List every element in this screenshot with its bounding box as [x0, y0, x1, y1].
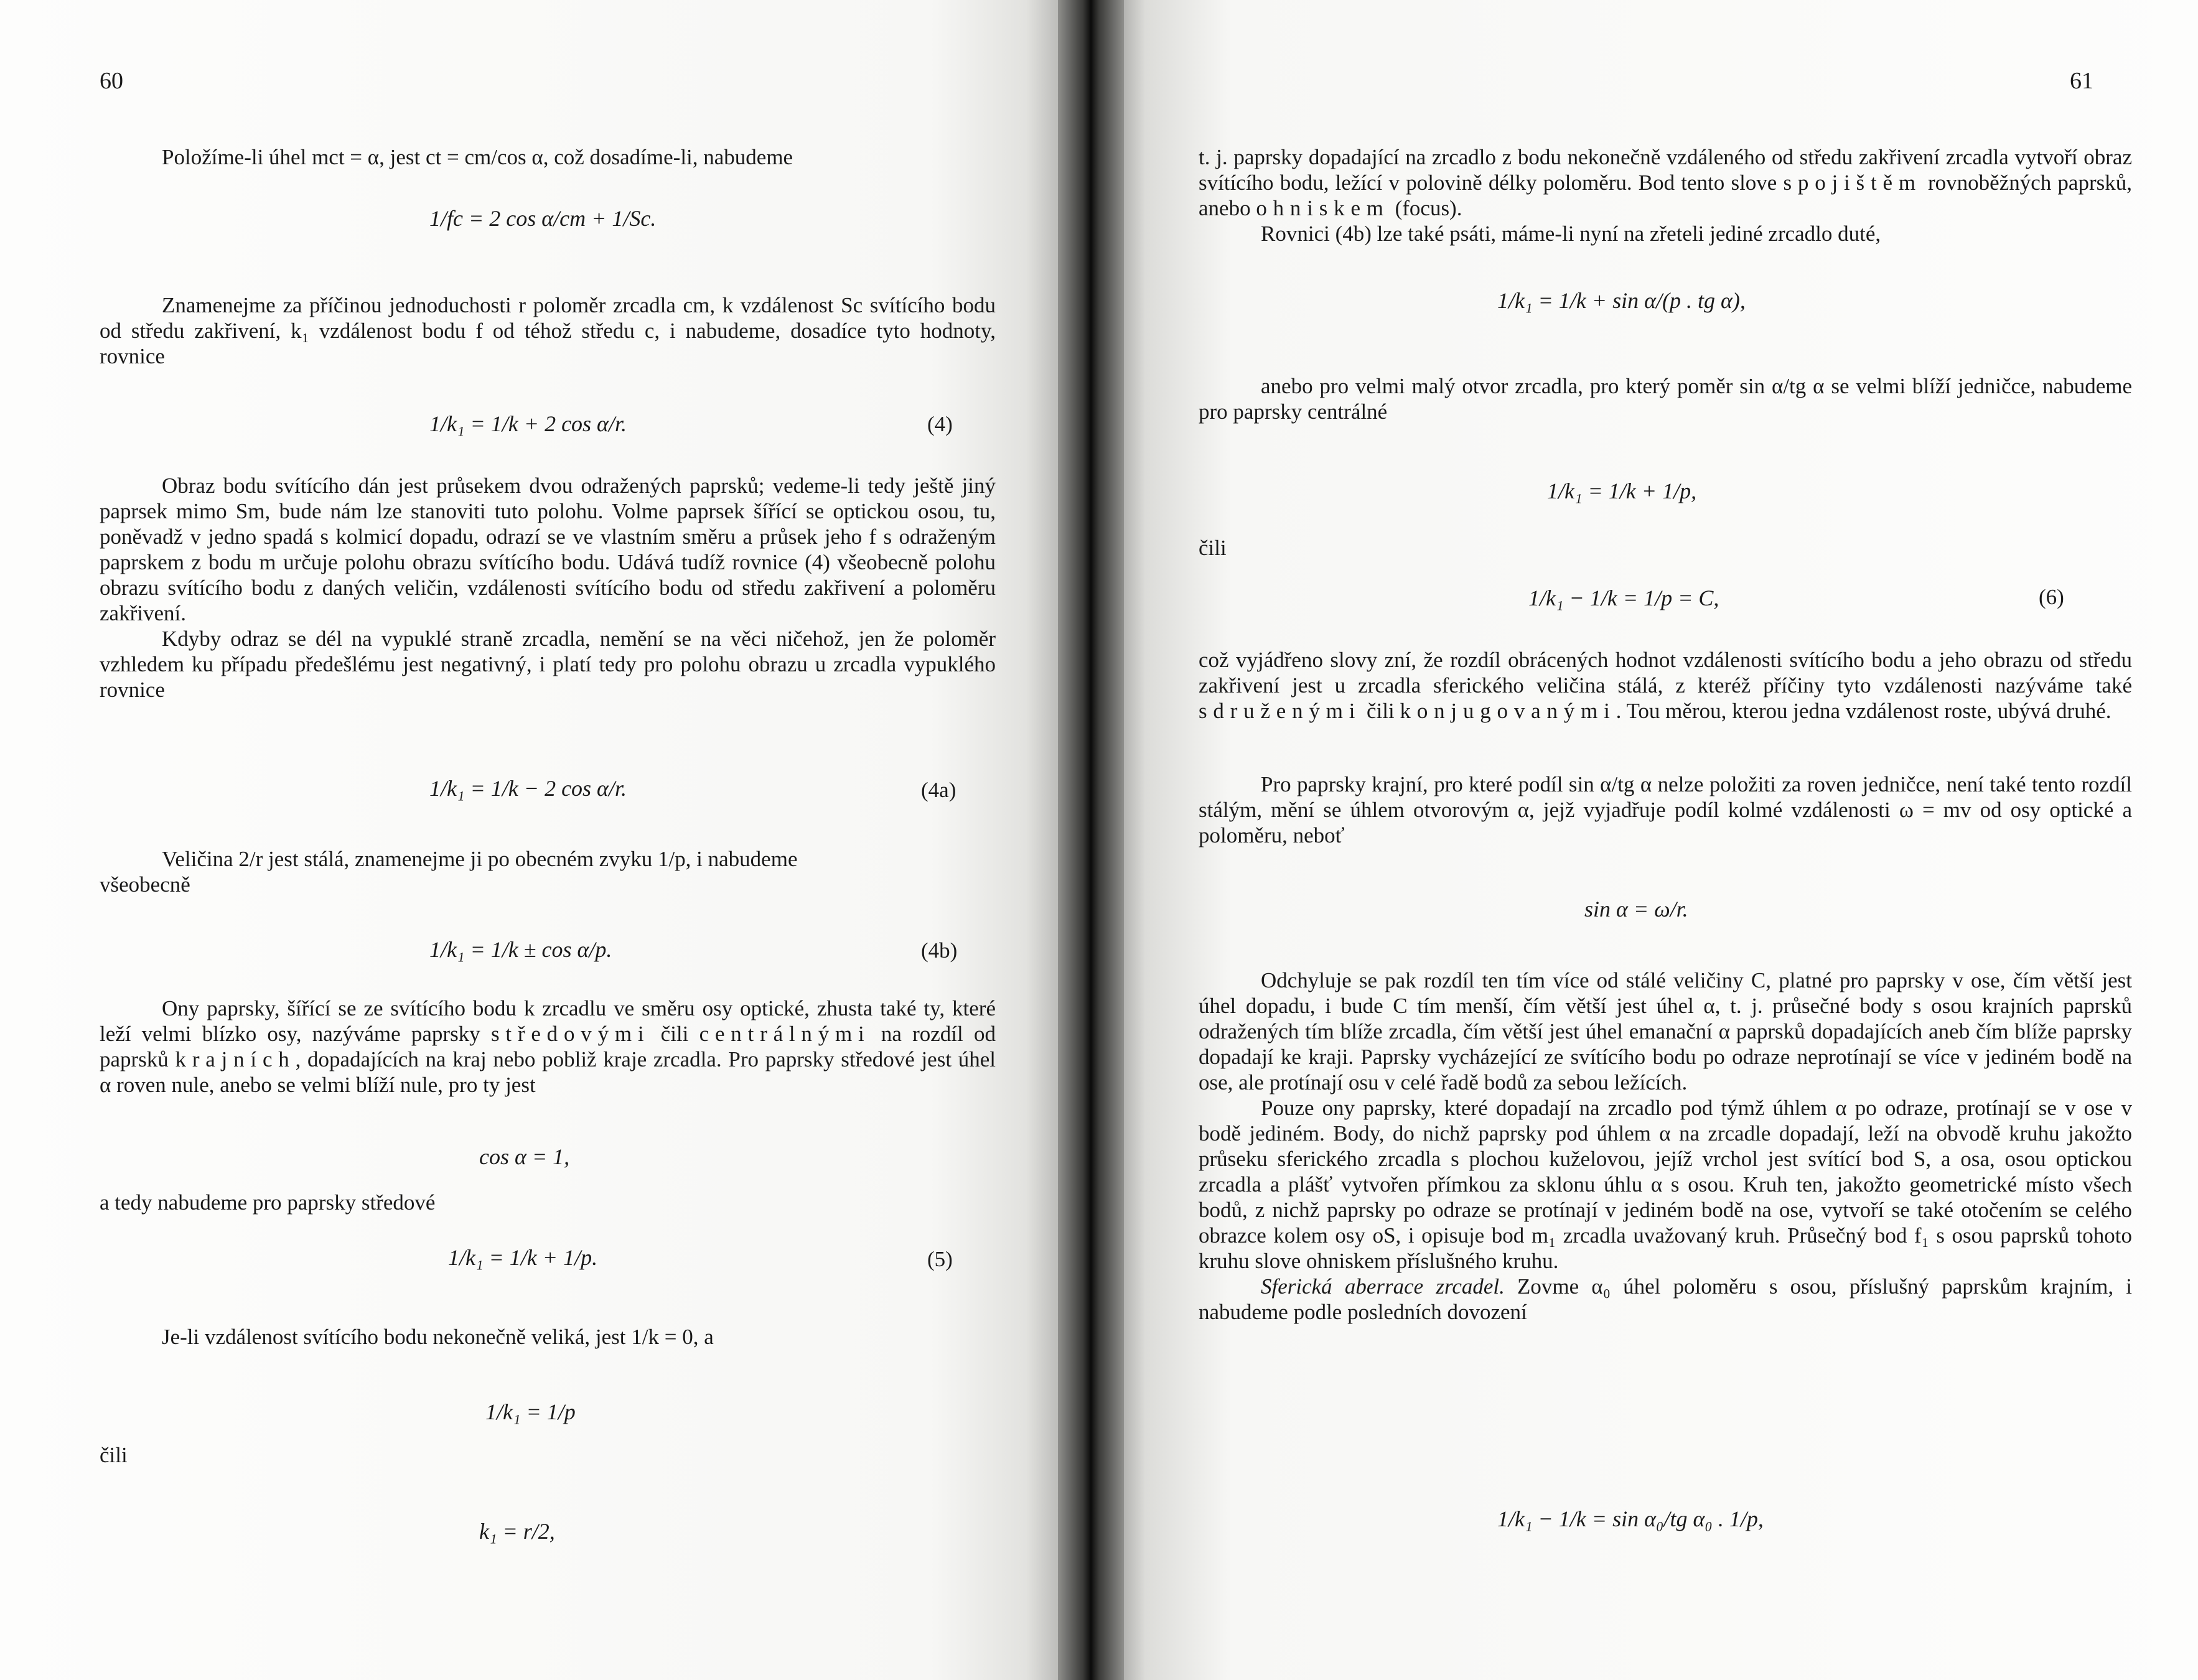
page-number-right: 61 [2070, 68, 2093, 94]
paragraph: Je-li vzdálenost svítícího bodu nekonečně veliká, jest 1/k = 0, a [162, 1325, 714, 1349]
paragraph: Veličina 2/r jest stálá, znamenejme ji po obecném zvyku 1/p, i nabudeme všeobecně [100, 847, 798, 897]
paragraph: a tedy nabudeme pro paprsky středové [100, 1190, 436, 1215]
paragraph: Ony paprsky, šířící se ze svítícího bodu k zrcadlu ve směru osy optické, zhusta také ty, které leží velmi blízko osy, nazýváme paprsky středovými čili centrálnými na rozdíl od paprsků krajních, dopadajících na kraj nebo pobliž kraje zrcadla. Pro paprsky středové jest úhel α roven nule, anebo se velmi blíží nule, pro ty jest [100, 996, 996, 1097]
equation: k₁ = r/2, [479, 1519, 555, 1544]
equation: 1/k₁ = 1/k − 2 cos α/r. [429, 776, 627, 801]
equation: 1/k₁ = 1/k + sin α/(p . tg α), [1497, 288, 1746, 313]
paragraph: Obraz bodu svítícího dán jest průsekem dvou odražených paprsků; vedeme-li tedy ještě jiný paprsek mimo Sm, bude nám lze stanoviti tuto polohu. Volme paprsek šířící se optickou osou, tu, poněvadž v jedno spadá s kolmicí dopadu, odrazí se ve vlastním směru a průsek jeho f s odraženým paprskem z bodu m určuje polohu obrazu svítícího bodu. Udává tudíž rovnice (4) všeobecně polohu obrazu svítícího bodu z daných veličin, vzdálenosti svítícího bodu od středu zakřivení a poloměru zakřivení. Kdyby odraz se dél na vypuklé straně zrcadla, nemění se na věci ničehož, jen že poloměr vzhledem ku případu předešlému jest negativný, i platí tedy pro polohu obrazu u zrcadla vypuklého rovnice [100, 474, 996, 702]
equation-number: (4b) [921, 938, 958, 963]
equation-number: (4) [927, 412, 953, 436]
equation: sin α = ω/r. [1584, 897, 1688, 922]
equation: 1/k₁ = 1/p [485, 1399, 576, 1424]
paragraph: Položíme-li úhel mct = α, jest ct = cm/cos α, což dosadíme-li, nabudeme [162, 145, 793, 169]
equation: 1/k₁ = 1/k ± cos α/p. [429, 937, 612, 962]
equation: cos α = 1, [479, 1144, 570, 1169]
equation-number: (5) [927, 1247, 953, 1271]
equation-number: (6) [2039, 585, 2064, 609]
equation: 1/k₁ = 1/k + 1/p. [448, 1245, 598, 1270]
paragraph: Odchyluje se pak rozdíl ten tím více od stálé veličiny C, platné pro paprsky v ose, čím větší jest úhel dopadu, i bude C tím menší, čím větší jest úhel α, t. j. průsečné body s osou krajních paprsků odražených tím blíže zrcadla, čím větší jest úhel emanační α paprsků dopadajících aneb čím blíže paprsky dopadají ke kraji. Paprsky vycházející ze svítícího bodu po odraze neprotínají se více v jediném bodě na ose, ale protínají osu v celé řadě bodů za sebou ležících. Pouze ony paprsky, které dopadají na zrcadlo pod týmž úhlem α po odraze, protínají se v ose v bodě jediném. Body, do nichž paprsky pod úhlem α na zrcadle dopadají, leží na obvodě kruhu jakožto průseku sferického zrcadla s plochou kuželovou, jejíž vrchol jest svítící bod S, a osa, osou optickou zrcadla a plášť vytvořen přímkou za sklonu úhlu α s osou. Kruh ten, jakožto geometrické místo všech bodů, z nichž paprsky po odraze se protínají v jediném bodě na ose, vytvoří se také otočením se celého obrazce kolem osy oS, i opisuje bod m₁ zrcadla uvažovaný kruh. Průsečný bod f₁ s osou paprsků tohoto kruhu slove ohniskem příslušného kruhu. Sferická aberrace zrcadel. Zovme α₀ úhel poloměru s osou, příslušný paprskům krajním, i nabudeme podle posledních dovození [1199, 968, 2132, 1324]
equation: 1/k₁ = 1/k + 2 cos α/r. [429, 411, 627, 436]
equation: 1/k₁ = 1/k + 1/p, [1547, 478, 1697, 503]
equation: 1/fc = 2 cos α/cm + 1/Sc. [429, 206, 657, 231]
paragraph: čili [100, 1443, 128, 1467]
page-number-left: 60 [100, 68, 123, 94]
equation-number: (4a) [921, 778, 956, 802]
paragraph: t. j. paprsky dopadající na zrcadlo z bodu nekonečně vzdáleného od středu zakřivení zrcadla vytvoří obraz svítícího bodu, ležící v polovině délky poloměru. Bod tento slove spojištěm rovnoběžných paprsků, anebo ohniskem (focus). Rovnici (4b) lze také psáti, máme-li nyní na zřeteli jediné zrcadlo duté, [1199, 145, 2132, 246]
equation: 1/k₁ − 1/k = 1/p = C, [1528, 586, 1719, 610]
paragraph: což vyjádřeno slovy zní, že rozdíl obrácených hodnot vzdálenosti svítícího bodu a jeho obrazu od středu zakřivení jest u zrcadla sferického veličina stálá, z kteréž příčiny tyto vzdálenosti nazýváme také sdruženými čili konjugovanými. Tou měrou, kterou jedna vzdálenost roste, ubývá druhé. [1199, 648, 2132, 723]
left-page [0, 0, 1058, 1680]
paragraph: Znamenejme za příčinou jednoduchosti r poloměr zrcadla cm, k vzdálenost Sc svítícího bodu od středu zakřivení, k₁ vzdálenost bodu f od téhož středu c, i nabudeme, dosadíce tyto hodnoty, rovnice [100, 293, 996, 368]
paragraph: Pro paprsky krajní, pro které podíl sin α/tg α nelze položiti za roven jedničce, není také tento rozdíl stálým, mění se úhlem otvorovým α, jejž vyjadřuje podíl kolmé vzdálenosti ω = mv od osy optické a poloměru, neboť [1199, 772, 2132, 847]
paragraph: anebo pro velmi malý otvor zrcadla, pro který poměr sin α/tg α se velmi blíží jedničce, nabudeme pro paprsky centrálné [1199, 374, 2132, 424]
equation: 1/k₁ − 1/k = sin α₀/tg α₀ . 1/p, [1497, 1506, 1764, 1531]
book-gutter [1058, 0, 1124, 1680]
right-page [1124, 0, 2198, 1680]
paragraph: čili [1199, 536, 1227, 560]
